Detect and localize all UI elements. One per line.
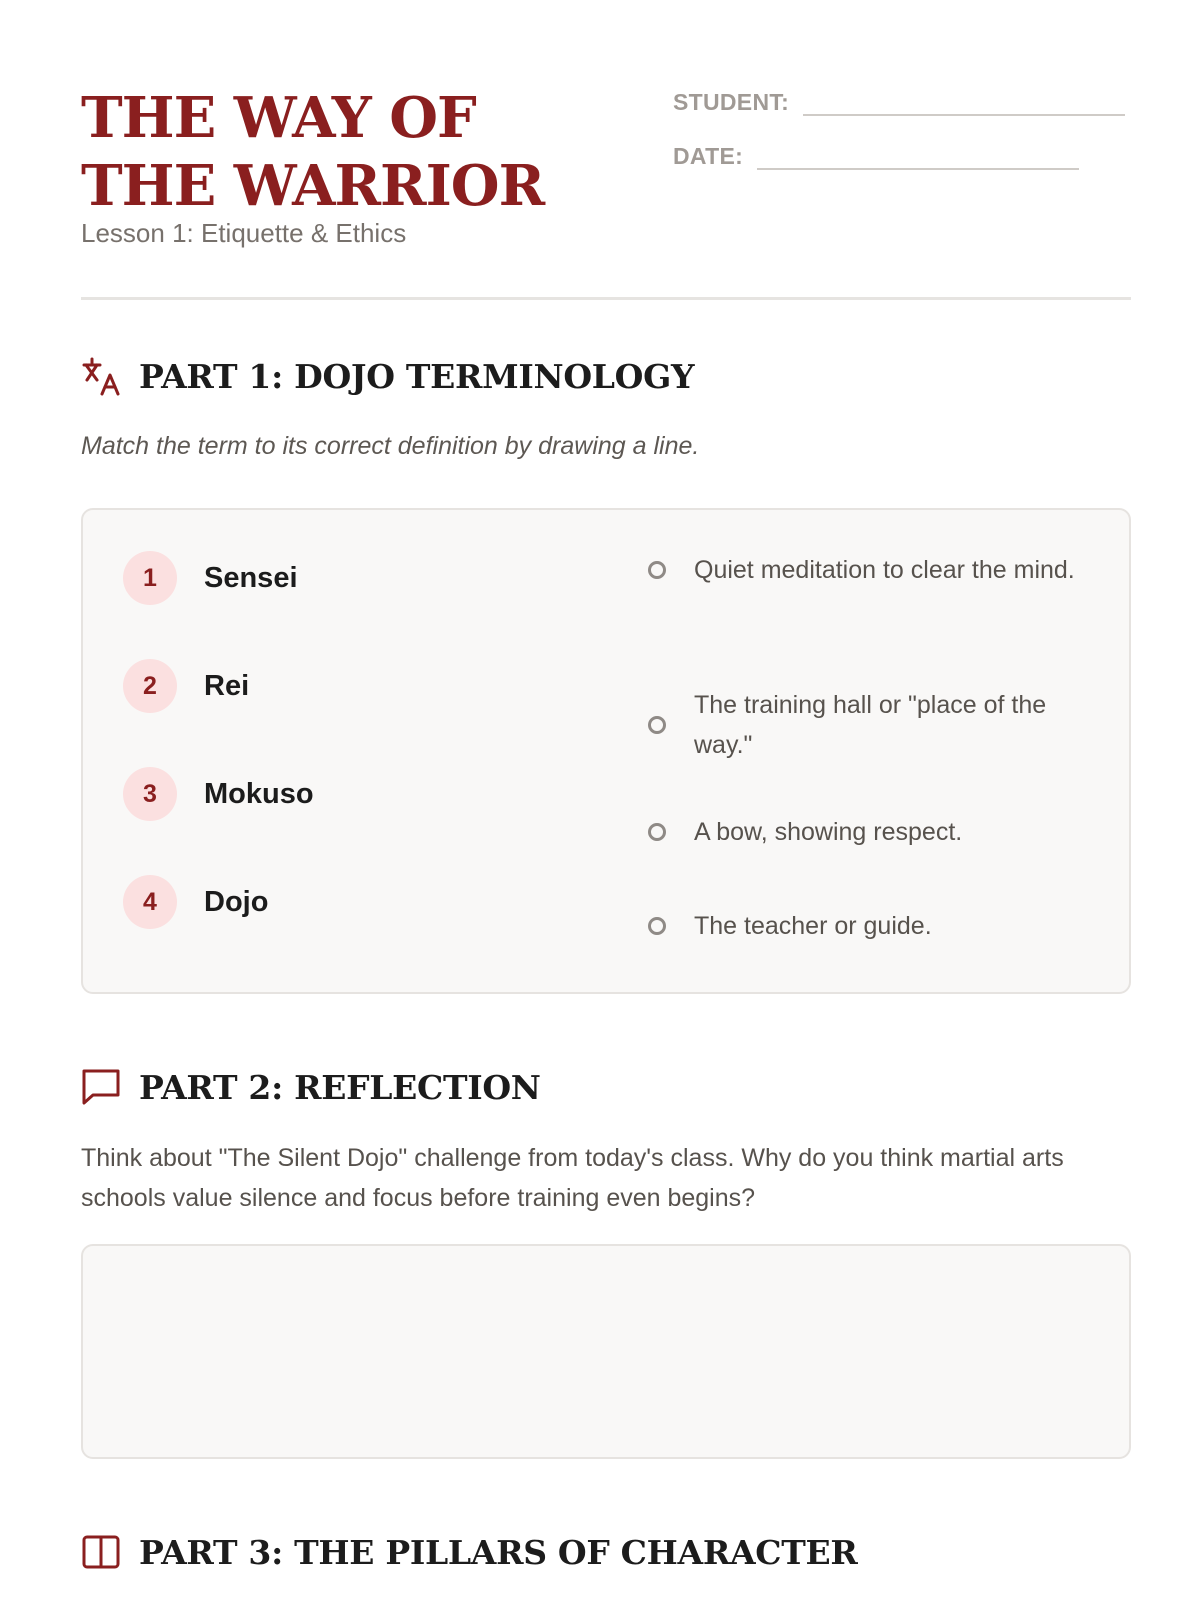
reflection-answer-box[interactable] [81, 1244, 1131, 1459]
worksheet-page [81, 0, 1131, 1600]
term-word: Sensei [204, 561, 298, 594]
student-label: STUDENT: [673, 89, 790, 115]
part2-title: PART 2: REFLECTION [139, 1067, 541, 1107]
connector-dot-icon[interactable] [648, 716, 666, 734]
book-open-icon [81, 1532, 121, 1572]
worksheet-header [81, 0, 1131, 300]
term-number-badge: 4 [123, 875, 177, 929]
part1-heading [81, 356, 694, 396]
definition-item[interactable] [648, 685, 1088, 765]
connector-dot-icon[interactable] [648, 917, 666, 935]
term-item[interactable] [123, 551, 298, 605]
definition-text: A bow, showing respect. [694, 818, 963, 846]
part2-heading [81, 1067, 541, 1107]
term-word: Mokuso [204, 777, 314, 810]
translate-icon [81, 356, 121, 396]
student-field [673, 86, 1125, 116]
term-item[interactable] [123, 875, 268, 929]
definition-text: The training hall or "place of the way." [694, 691, 1047, 759]
term-number-badge: 1 [123, 551, 177, 605]
date-field [673, 140, 1079, 170]
connector-dot-icon[interactable] [648, 561, 666, 579]
term-word: Dojo [204, 885, 269, 918]
message-square-icon [81, 1067, 121, 1107]
date-line[interactable] [757, 140, 1079, 170]
term-item[interactable] [123, 659, 249, 713]
definition-item[interactable] [648, 906, 1088, 946]
term-number-badge: 3 [123, 767, 177, 821]
part3-heading [81, 1532, 857, 1572]
term-number-badge: 2 [123, 659, 177, 713]
date-label: DATE: [673, 143, 744, 169]
part1-instruction: Match the term to its correct definition by drawing a line. [81, 432, 700, 460]
matching-panel [81, 508, 1131, 994]
term-item[interactable] [123, 767, 314, 821]
definition-text: Quiet meditation to clear the mind. [694, 556, 1075, 584]
definition-text: The teacher or guide. [694, 912, 932, 940]
definition-item[interactable] [648, 550, 1088, 590]
definition-item[interactable] [648, 812, 1088, 852]
connector-dot-icon[interactable] [648, 823, 666, 841]
student-name-line[interactable] [803, 86, 1125, 116]
lesson-subtitle: Lesson 1: Etiquette & Ethics [81, 218, 407, 248]
term-word: Rei [204, 669, 250, 702]
reflection-prompt: Think about "The Silent Dojo" challenge from today's class. Why do you think martial arts schools value silence and focus before training even begins? [81, 1144, 1064, 1212]
part1-title: PART 1: DOJO TERMINOLOGY [139, 356, 695, 396]
part3-title: PART 3: THE PILLARS OF CHARACTER [139, 1532, 858, 1572]
worksheet-title: THE WAY OF THE WARRIOR [81, 85, 545, 219]
